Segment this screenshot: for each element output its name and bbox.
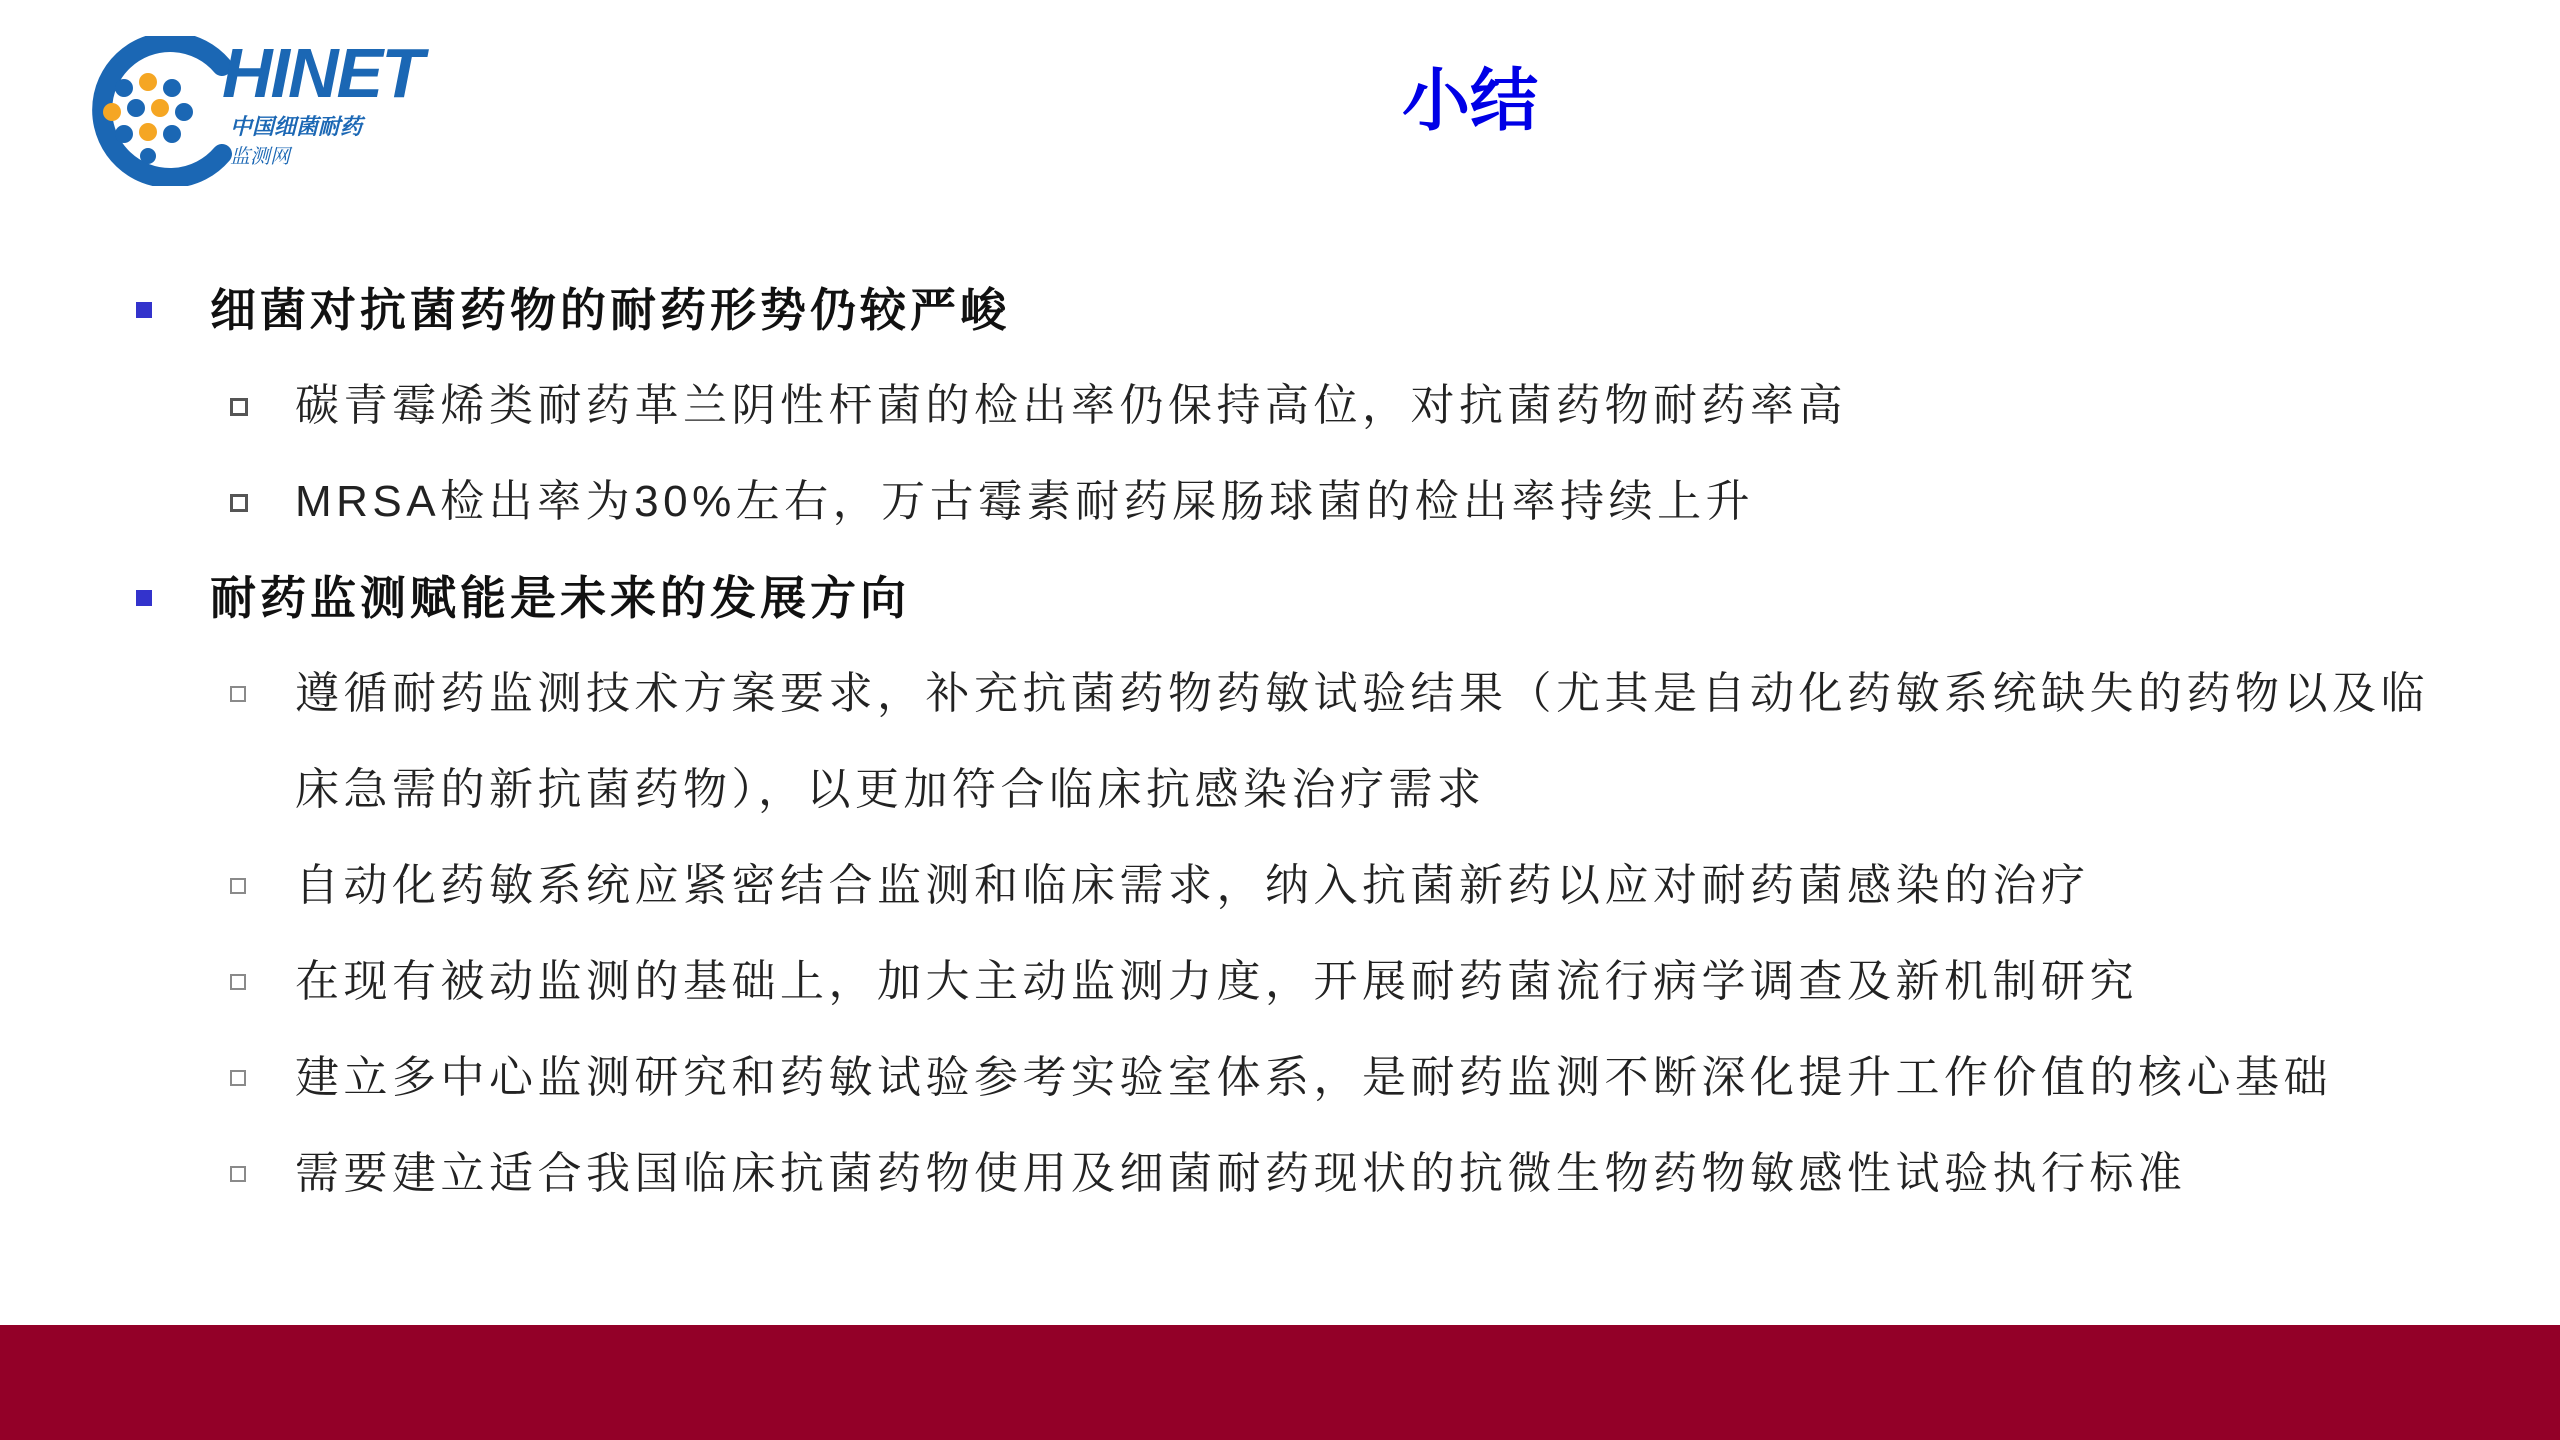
section-heading-text: 耐药监测赋能是未来的发展方向: [210, 571, 910, 625]
bullet-item: [130, 1030, 2450, 1126]
bullet-item: [130, 646, 2450, 838]
filled-square-bullet-icon: [136, 302, 152, 318]
summary-content: [130, 262, 2450, 1222]
hollow-square-bullet-icon: [230, 686, 246, 702]
section-heading-2: [130, 550, 2450, 646]
hollow-square-bullet-icon: [230, 494, 248, 512]
bullet-item: [130, 1126, 2450, 1222]
filled-square-bullet-icon: [136, 590, 152, 606]
hollow-square-bullet-icon: [230, 398, 248, 416]
logo-subtitle-line2: 监测网: [230, 144, 290, 168]
bullet-item-text: 碳青霉烯类耐药革兰阴性杆菌的检出率仍保持高位，对抗菌药物耐药率高: [295, 380, 1847, 431]
hollow-square-bullet-icon: [230, 1166, 246, 1182]
bullet-item-text: MRSA检出率为30%左右，万古霉素耐药屎肠球菌的检出率持续上升: [295, 477, 1755, 526]
section-heading-1: [130, 262, 2450, 358]
bullet-item: [130, 358, 2450, 454]
footer-band: [0, 1325, 2560, 1440]
hollow-square-bullet-icon: [230, 974, 246, 990]
logo-subtitle-line1: 中国细菌耐药: [230, 115, 363, 140]
bullet-item-text: 遵循耐药监测技术方案要求，补充抗菌药物药敏试验结果（尤其是自动化药敏系统缺失的药物以及临床急需的新抗菌药物），以更加符合临床抗感染治疗需求: [295, 668, 2429, 815]
bullet-item: [130, 454, 2450, 550]
bullet-item-text: 在现有被动监测的基础上，加大主动监测力度，开展耐药菌流行病学调查及新机制研究: [295, 956, 2138, 1007]
bullet-item-text: 需要建立适合我国临床抗菌药物使用及细菌耐药现状的抗微生物药物敏感性试验执行标准: [295, 1148, 2187, 1199]
bullet-item: [130, 934, 2450, 1030]
hollow-square-bullet-icon: [230, 878, 246, 894]
hollow-square-bullet-icon: [230, 1070, 246, 1086]
logo-wordmark: HINET: [222, 34, 422, 112]
bullet-item-text: 自动化药敏系统应紧密结合监测和临床需求，纳入抗菌新药以应对耐药菌感染的治疗: [295, 860, 2090, 911]
bullet-item: [130, 838, 2450, 934]
bullet-item-text: 建立多中心监测研究和药敏试验参考实验室体系，是耐药监测不断深化提升工作价值的核心基础: [295, 1052, 2332, 1103]
slide-title: 小结: [1401, 62, 1538, 141]
section-heading-text: 细菌对抗菌药物的耐药形势仍较严峻: [210, 283, 1010, 337]
